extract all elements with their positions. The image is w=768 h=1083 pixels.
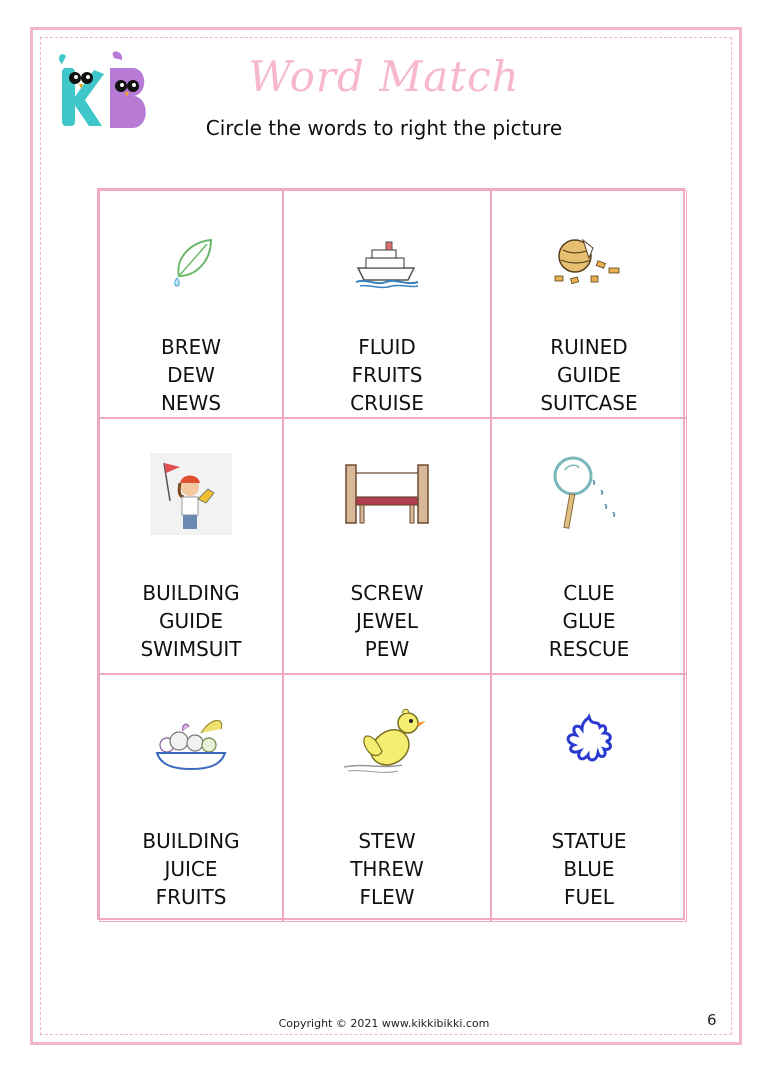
- word-option[interactable]: GUIDE: [158, 609, 224, 633]
- word-option[interactable]: STATUE: [551, 829, 627, 853]
- worksheet-instructions: Circle the words to right the picture: [205, 116, 563, 140]
- copyright-footer: Copyright © 2021 www.kikkibikki.com: [278, 1017, 490, 1030]
- match-cell: [99, 418, 283, 674]
- word-option[interactable]: BREW: [160, 335, 221, 359]
- word-option[interactable]: JEWEL: [355, 609, 419, 633]
- word-option[interactable]: SWIMSUIT: [140, 637, 242, 661]
- word-option[interactable]: RESCUE: [548, 637, 630, 661]
- match-cell: [99, 674, 283, 922]
- word-option[interactable]: THREW: [350, 857, 424, 881]
- ruined-ball-icon: [544, 227, 634, 297]
- word-option[interactable]: BLUE: [563, 857, 615, 881]
- word-option[interactable]: FLEW: [359, 885, 415, 909]
- word-option[interactable]: FUEL: [564, 885, 614, 909]
- magnifying-glass-icon: [544, 449, 634, 539]
- word-option[interactable]: FRUITS: [351, 363, 423, 387]
- word-option[interactable]: NEWS: [160, 391, 222, 415]
- match-cell: [491, 190, 687, 418]
- match-cell: [491, 418, 687, 674]
- word-choices: [142, 827, 239, 911]
- word-option[interactable]: DEW: [167, 363, 215, 387]
- word-choices: [549, 579, 629, 663]
- cruise-ship-icon: [342, 227, 432, 297]
- word-choices: [140, 579, 241, 663]
- match-cell: [283, 190, 491, 418]
- page-number: 6: [707, 1011, 717, 1029]
- word-option[interactable]: JUICE: [164, 857, 218, 881]
- word-option[interactable]: SUITCASE: [540, 391, 638, 415]
- word-option[interactable]: SCREW: [350, 581, 424, 605]
- word-choices: [161, 333, 221, 417]
- word-choices: [350, 827, 424, 911]
- word-option[interactable]: GLUE: [562, 609, 616, 633]
- word-choices: [351, 579, 424, 663]
- leaf-with-dewdrop-icon: [146, 227, 236, 297]
- word-choices: [540, 333, 637, 417]
- word-match-grid: [97, 188, 685, 920]
- word-option[interactable]: RUINED: [550, 335, 628, 359]
- word-choices: [552, 827, 627, 911]
- word-option[interactable]: FRUITS: [155, 885, 227, 909]
- match-cell: [99, 190, 283, 418]
- word-option[interactable]: GUIDE: [556, 363, 622, 387]
- worksheet-title: Word Match: [248, 52, 520, 101]
- word-choices: [350, 333, 424, 417]
- match-cell: [491, 674, 687, 922]
- word-option[interactable]: CLUE: [563, 581, 615, 605]
- word-option[interactable]: CRUISE: [350, 391, 424, 415]
- tour-guide-icon: [146, 449, 236, 539]
- word-option[interactable]: BUILDING: [142, 829, 240, 853]
- word-option[interactable]: BUILDING: [142, 581, 240, 605]
- blue-splash-icon: [544, 703, 634, 783]
- word-option[interactable]: PEW: [364, 637, 410, 661]
- match-cell: [283, 418, 491, 674]
- match-cell: [283, 674, 491, 922]
- church-pew-icon: [342, 449, 432, 539]
- word-option[interactable]: FLUID: [358, 335, 416, 359]
- word-option[interactable]: STEW: [358, 829, 416, 853]
- fruit-bowl-icon: [146, 703, 236, 783]
- yellow-bird-icon: [342, 703, 432, 783]
